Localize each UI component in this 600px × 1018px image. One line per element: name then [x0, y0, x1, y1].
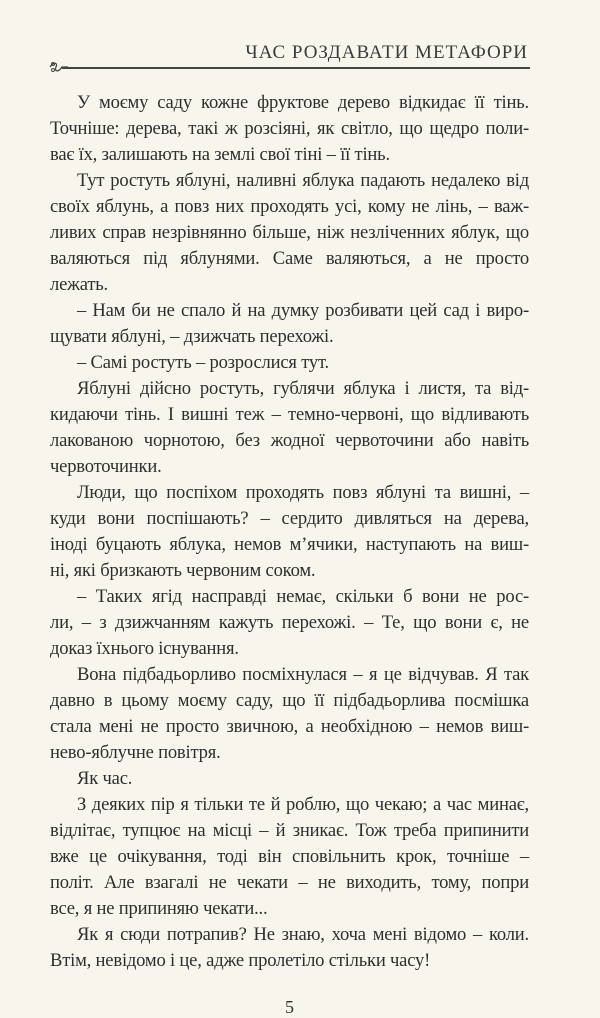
paragraph: [50, 792, 529, 922]
text-line: Вона підбадьорливо посміхнулася – я це відчував. Я так: [77, 664, 529, 685]
paragraph: [50, 376, 529, 480]
text-line: Втім, невідомо і це, адже пролетіло стільки часу!: [50, 950, 431, 971]
text-line: У моєму саду кожне фруктове дерево відкидає її тінь.: [77, 92, 529, 113]
text-line: давно в цьому моєму саду, що її підбадьорлива посмішка: [50, 690, 529, 711]
text-line: – Таких ягід насправді немає, скільки б вони не рос-: [77, 586, 529, 607]
text-line: Як час.: [77, 768, 133, 789]
text-line: Як я сюди потрапив? Не знаю, хоча мені відомо – коли.: [77, 924, 529, 945]
paragraph: [50, 168, 529, 298]
text-line: Яблуні дійсно ростуть, гублячи яблука і листя, та від-: [77, 378, 529, 399]
paragraph: [50, 584, 529, 662]
text-line: червоточинки.: [50, 456, 162, 477]
text-line: ли, – з дзижчанням кажуть перехожі. – Те, що вони є, не: [50, 612, 529, 633]
text-line: щувати яблуні, – дзижчать перехожі.: [50, 326, 334, 347]
text-line: нево-яблучне повітря.: [50, 742, 221, 763]
body-text: [50, 90, 529, 974]
paragraph: [50, 480, 529, 584]
page-content: [50, 90, 529, 1018]
paragraph: [50, 662, 529, 766]
paragraph: [50, 90, 529, 168]
text-line: своїх яблунь, а повз них проходять усі, кому не лінь, – важ-: [50, 196, 529, 217]
text-line: – Нам би не спало й на думку розбивати цей сад і виро-: [77, 300, 529, 321]
text-line: доказ їхнього існування.: [50, 638, 239, 659]
text-line: відлітає, тупцює на місці – й зникає. Тож треба припинити: [50, 820, 529, 841]
paragraph: [50, 298, 529, 350]
text-line: іноді буцають яблука, немов м’ячики, наступають на виш-: [50, 534, 529, 555]
text-line: все, я не припиняю чекати...: [50, 898, 268, 919]
text-line: З деяких пір я тільки те й роблю, що чекаю; а час минає,: [77, 794, 529, 815]
running-header: [48, 42, 530, 72]
text-line: Люди, що поспіхом проходять повз яблуні та вишні, –: [77, 482, 529, 503]
text-line: Тут ростуть яблуні, наливні яблука падають недалеко від: [77, 170, 529, 191]
text-line: Точніше: дерева, такі ж розсіяні, як світло, що щедро поли-: [50, 118, 529, 139]
text-line: куди вони поспішають? – сердито дивляться на дерева,: [50, 508, 529, 529]
text-line: ливих справ незрівнянно більше, ніж незліченних яблук, що: [50, 222, 529, 243]
paragraph: [50, 350, 529, 376]
text-line: політ. Але взагалі не чекати – не виходить, тому, попри: [50, 872, 529, 893]
text-line: валяються під яблунями. Саме валяються, а не просто лежать.: [50, 248, 529, 295]
page-number: 5: [285, 997, 294, 1017]
header-rule: [62, 67, 530, 69]
paragraph: [50, 766, 529, 792]
text-line: кидаючи тінь. І вишні теж – темно-червоні, що відливають: [50, 404, 529, 425]
text-line: лакованою чорнотою, без жодної червоточини або навіть: [50, 430, 529, 451]
text-line: ває їх, залишають на землі свої тіні – її тінь.: [50, 144, 390, 165]
text-line: – Самі ростуть – розрослися тут.: [77, 352, 329, 373]
text-line: стала мені не просто звичною, а необхідною – немов виш-: [50, 716, 529, 737]
paragraph: [50, 922, 529, 974]
text-line: ні, які бризкають червоним соком.: [50, 560, 316, 581]
running-title: ЧАС РОЗДАВАТИ МЕТАФОРИ: [245, 42, 528, 63]
text-line: вже це очікування, тоді він сповільнить крок, точніше –: [50, 846, 529, 867]
